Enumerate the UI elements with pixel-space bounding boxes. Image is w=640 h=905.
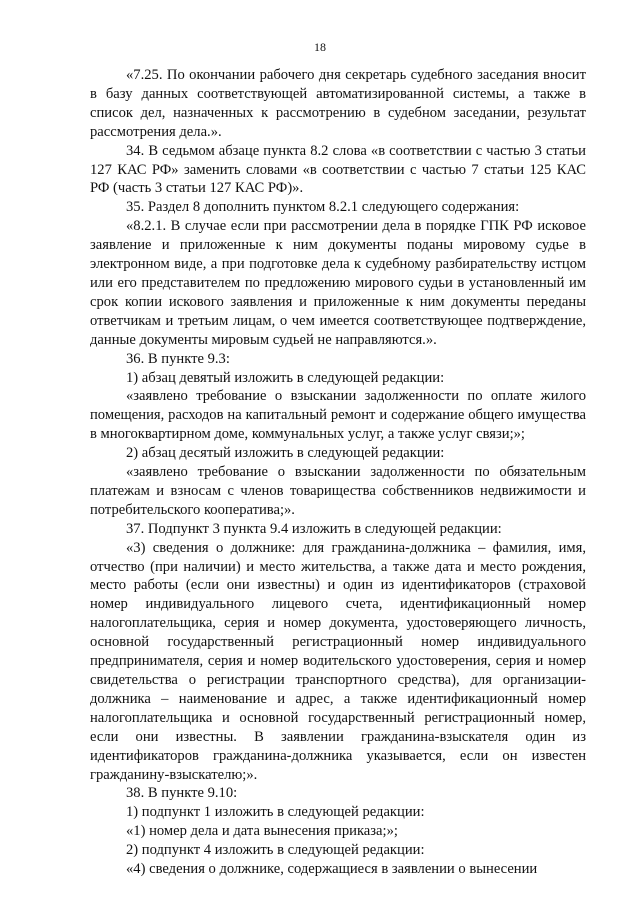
paragraph-item-38: 38. В пункте 9.10: [126,785,238,802]
paragraph-item-36: 36. В пункте 9.3: [126,350,230,367]
paragraph-item-34: 34. В седьмом абзаце пункта 8.2 слова «в соответствии с частью 3 статьи 127 КАС РФ» заменить словами «в соответствии с частью 7 статьи 125 КАС РФ (часть 3 статьи 127 КАС РФ)». [90,142,586,197]
page-number: 18 [314,40,326,54]
paragraph-36-sub-1: 1) абзац девятый изложить в следующей редакции: [126,369,445,386]
paragraph-7-25: «7.25. По окончании рабочего дня секретарь судебного заседания вносит в базу данных соответствующей автоматизированной системы, а также в список дел, назначенных к рассмотрению в судебном заседании, результат рассмотрения дела.». [90,67,586,140]
paragraph-38-sub-4: 2) подпункт 4 изложить в следующей редакции: [126,842,425,859]
paragraph-item-37: 37. Подпункт 3 пункта 9.4 изложить в следующей редакции: [126,520,502,537]
paragraph-38-sub-4-text: «4) сведения о должнике, содержащиеся в заявлении о вынесении [126,861,538,878]
paragraph-38-sub-1: 1) подпункт 1 изложить в следующей редакции: [126,804,425,821]
paragraph-36-sub-2: 2) абзац десятый изложить в следующей редакции: [126,445,445,462]
paragraph-8-2-1: «8.2.1. В случае если при рассмотрении дела в порядке ГПК РФ исковое заявление и приложенные к ним документы поданы мировому судье в электронном виде, а при подготовке дела к судебному разбирательству истцом или его представителем по предложению мирового судьи в установленный им срок копии искового заявления и приложенные к ним документы переданы ответчикам и третьим лицам, о чем имеется соответствующее подтверждение, данные документы мировым судьей не направляются.». [90,218,586,348]
paragraph-38-sub-1-text: «1) номер дела и дата вынесения приказа;»; [126,823,398,840]
document-body [90,66,586,879]
paragraph-37-text: «3) сведения о должнике: для гражданина-должника – фамилия, имя, отчество (при наличии) и место жительства, а также дата и место рождения, место работы (если они известны) и один из идентификаторов (страховой номер индивидуального лицевого счета, идентификационный номер налогоплательщика, серия и номер документа, удостоверяющего личность, основной государственный регистрационный номер индивидуального предпринимателя, серия и номер водительского удостоверения, серия и номер свидетельства о регистрации транспортного средства), для организации-должника – наименование и адрес, а также идентификационный номер налогоплательщика и основной государственный регистрационный номер, если они известны. В заявлении гражданина-взыскателя один из идентификаторов гражданина-должника указывается, если он известен гражданину-взыскателю;». [90,539,586,783]
paragraph-item-35: 35. Раздел 8 дополнить пунктом 8.2.1 следующего содержания: [126,199,520,216]
paragraph-36-sub-2-text: «заявлено требование о взыскании задолженности по обязательным платежам и взносам с членов товарищества собственников недвижимости и потребительского кооператива;». [90,464,586,518]
paragraph-36-sub-1-text: «заявлено требование о взыскании задолженности по оплате жилого помещения, расходов на капитальный ремонт и содержание общего имущества в многоквартирном доме, коммунальных услуг, а также услуг связи;»; [90,388,586,443]
